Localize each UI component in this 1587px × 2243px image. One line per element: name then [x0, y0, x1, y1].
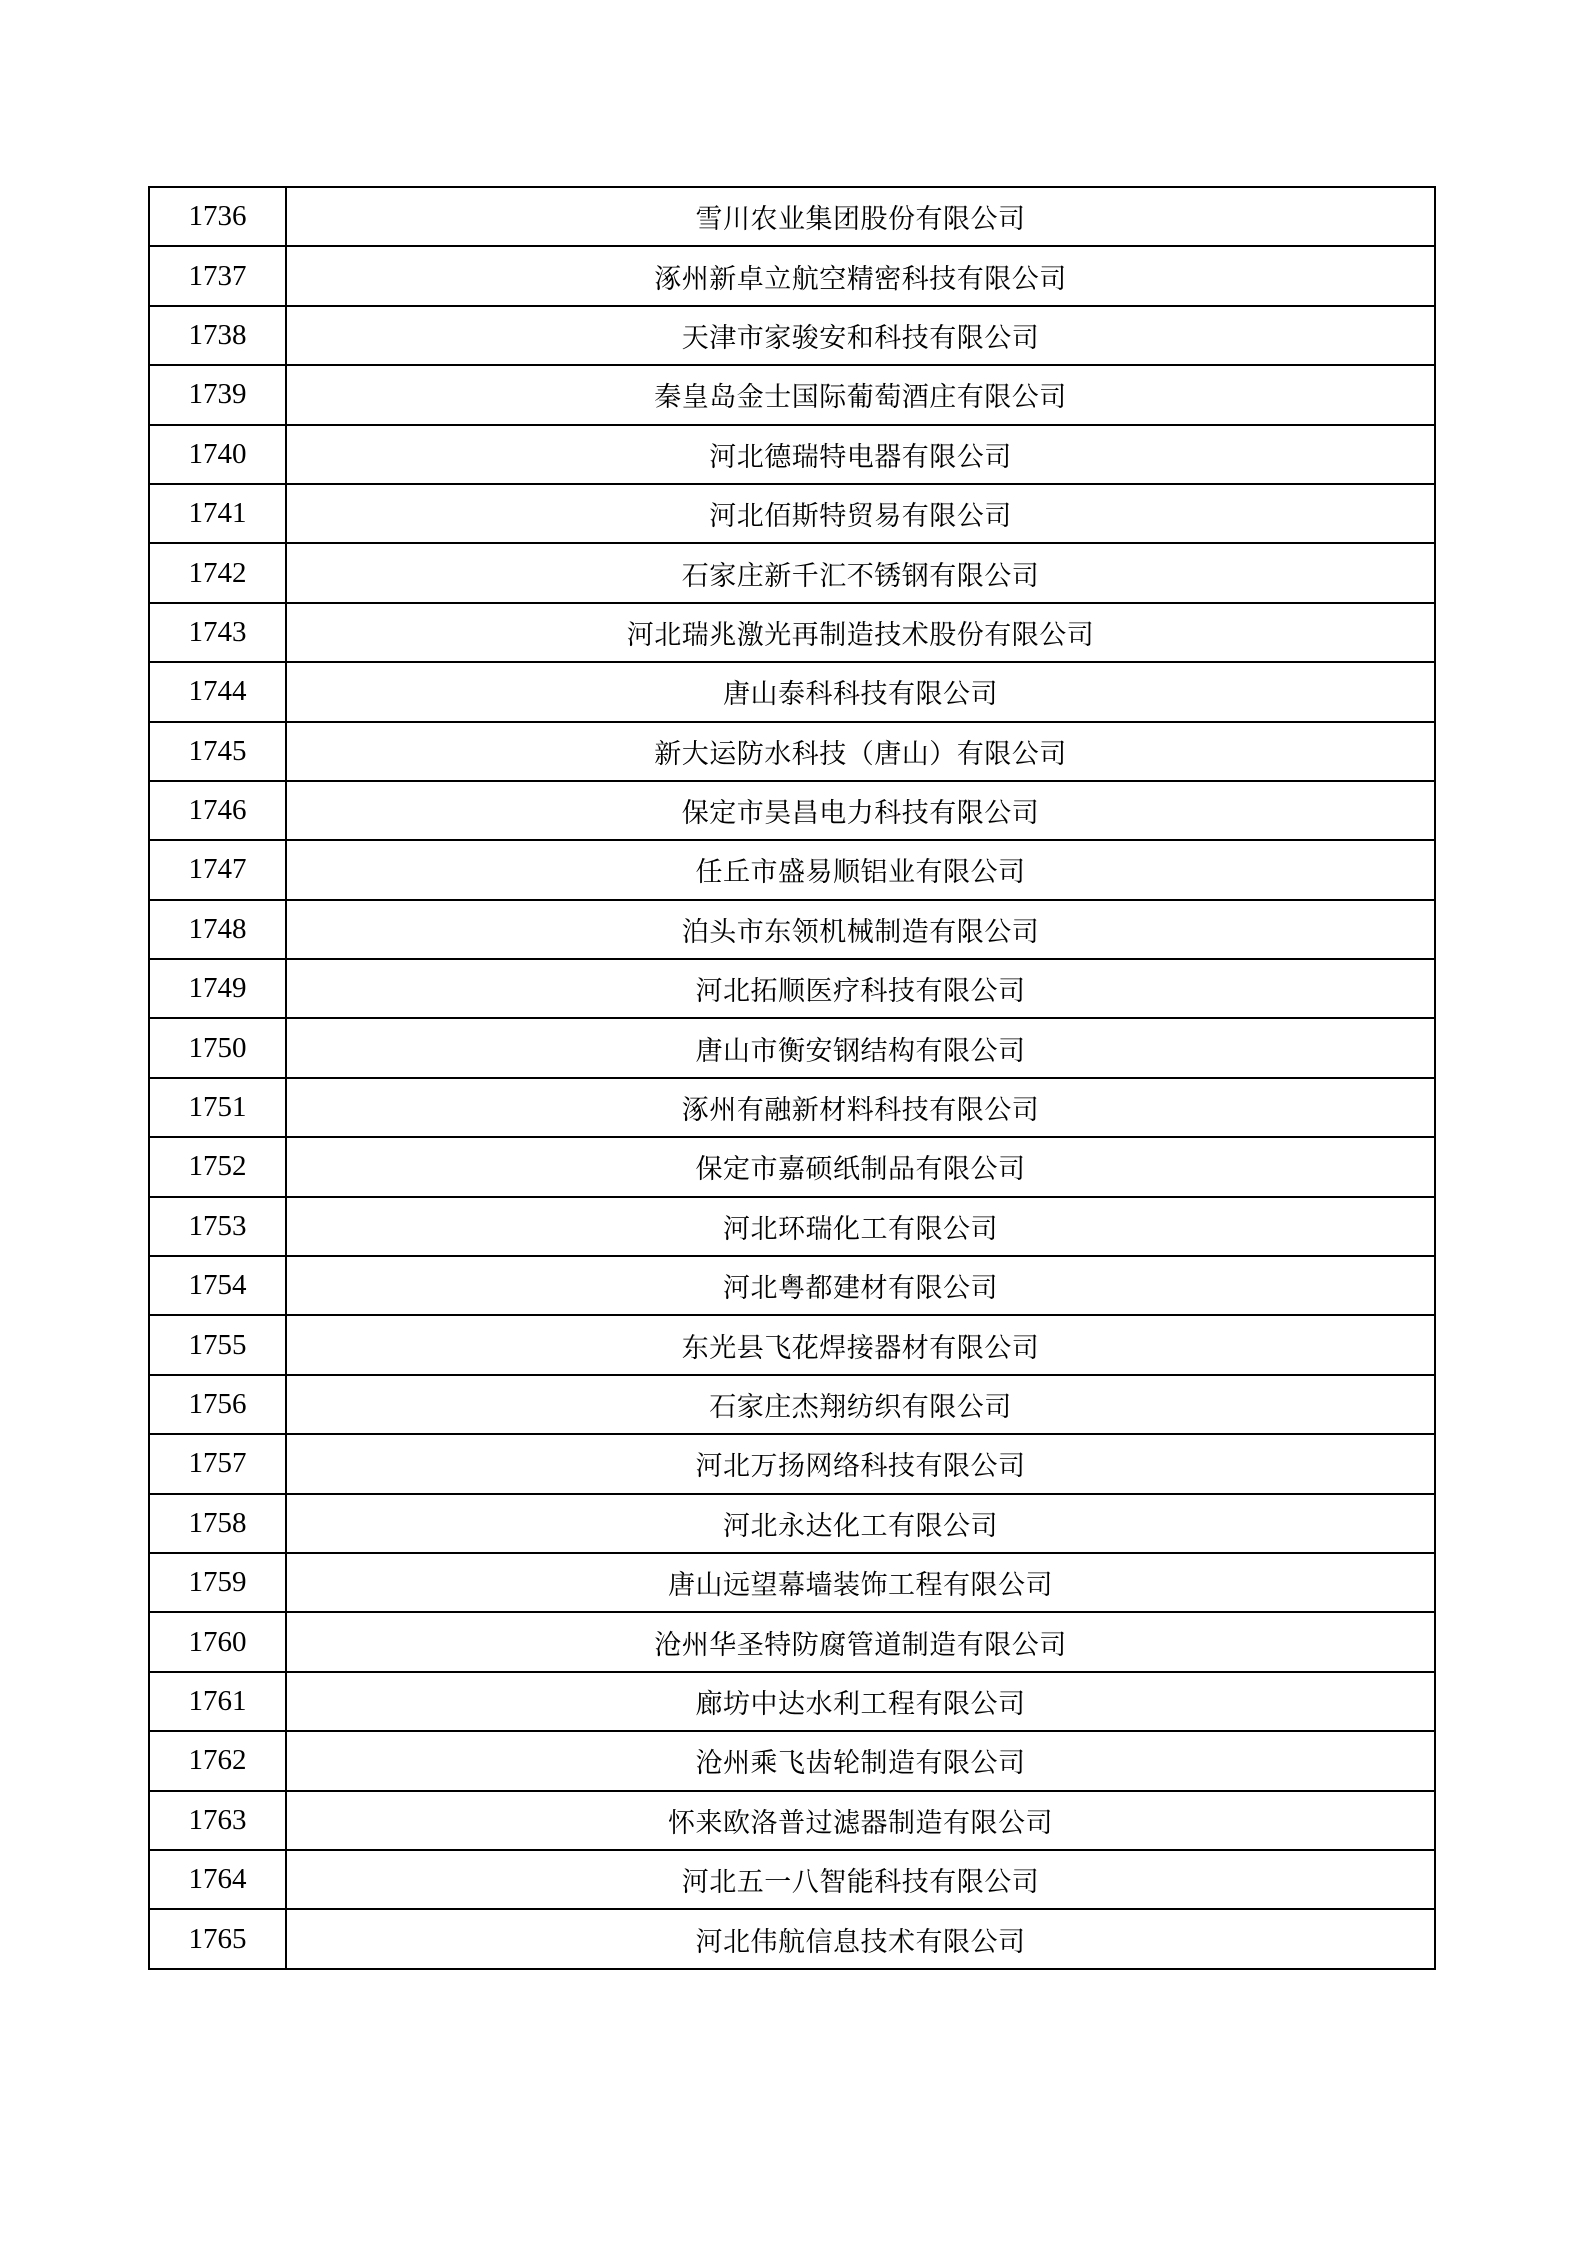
table-row — [149, 781, 1435, 840]
table-row — [149, 1672, 1435, 1731]
row-number: 1746 — [149, 781, 286, 840]
row-number: 1753 — [149, 1197, 286, 1256]
row-number: 1752 — [149, 1137, 286, 1196]
company-name: 沧州乘飞齿轮制造有限公司 — [286, 1731, 1435, 1790]
company-name: 沧州华圣特防腐管道制造有限公司 — [286, 1612, 1435, 1671]
row-number: 1739 — [149, 365, 286, 424]
company-name: 河北德瑞特电器有限公司 — [286, 425, 1435, 484]
company-name: 河北伟航信息技术有限公司 — [286, 1909, 1435, 1968]
row-number: 1754 — [149, 1256, 286, 1315]
table-row — [149, 1256, 1435, 1315]
row-number: 1763 — [149, 1791, 286, 1850]
row-number: 1747 — [149, 840, 286, 899]
company-name: 唐山远望幕墙装饰工程有限公司 — [286, 1553, 1435, 1612]
table-row — [149, 1553, 1435, 1612]
row-number: 1737 — [149, 246, 286, 305]
row-number: 1741 — [149, 484, 286, 543]
table-row — [149, 484, 1435, 543]
table-row — [149, 1018, 1435, 1077]
row-number: 1743 — [149, 603, 286, 662]
table-row — [149, 840, 1435, 899]
company-name: 新大运防水科技（唐山）有限公司 — [286, 722, 1435, 781]
table-row — [149, 187, 1435, 246]
table-row — [149, 1494, 1435, 1553]
row-number: 1750 — [149, 1018, 286, 1077]
table-row — [149, 543, 1435, 602]
row-number: 1758 — [149, 1494, 286, 1553]
row-number: 1760 — [149, 1612, 286, 1671]
table-row — [149, 1078, 1435, 1137]
row-number: 1765 — [149, 1909, 286, 1968]
row-number: 1744 — [149, 662, 286, 721]
row-number: 1748 — [149, 900, 286, 959]
table-row — [149, 1791, 1435, 1850]
table-row — [149, 1315, 1435, 1374]
company-name: 河北佰斯特贸易有限公司 — [286, 484, 1435, 543]
table-row — [149, 662, 1435, 721]
company-name: 秦皇岛金士国际葡萄酒庄有限公司 — [286, 365, 1435, 424]
row-number: 1738 — [149, 306, 286, 365]
table-row — [149, 1850, 1435, 1909]
company-name: 雪川农业集团股份有限公司 — [286, 187, 1435, 246]
table-row — [149, 1612, 1435, 1671]
company-name: 河北环瑞化工有限公司 — [286, 1197, 1435, 1256]
row-number: 1759 — [149, 1553, 286, 1612]
row-number: 1761 — [149, 1672, 286, 1731]
row-number: 1742 — [149, 543, 286, 602]
table-row — [149, 1731, 1435, 1790]
company-name: 泊头市东领机械制造有限公司 — [286, 900, 1435, 959]
row-number: 1762 — [149, 1731, 286, 1790]
company-name: 石家庄杰翔纺织有限公司 — [286, 1375, 1435, 1434]
table-row — [149, 1909, 1435, 1968]
table-row — [149, 1434, 1435, 1493]
table-row — [149, 306, 1435, 365]
row-number: 1751 — [149, 1078, 286, 1137]
table-row — [149, 603, 1435, 662]
table-row — [149, 246, 1435, 305]
company-name: 任丘市盛易顺铝业有限公司 — [286, 840, 1435, 899]
row-number: 1749 — [149, 959, 286, 1018]
table-row — [149, 365, 1435, 424]
company-name: 唐山泰科科技有限公司 — [286, 662, 1435, 721]
row-number: 1745 — [149, 722, 286, 781]
company-name: 保定市嘉硕纸制品有限公司 — [286, 1137, 1435, 1196]
company-name: 东光县飞花焊接器材有限公司 — [286, 1315, 1435, 1374]
table-row — [149, 1197, 1435, 1256]
company-name: 河北瑞兆激光再制造技术股份有限公司 — [286, 603, 1435, 662]
company-list-table — [148, 186, 1436, 1970]
table-row — [149, 900, 1435, 959]
company-name: 天津市家骏安和科技有限公司 — [286, 306, 1435, 365]
row-number: 1764 — [149, 1850, 286, 1909]
row-number: 1757 — [149, 1434, 286, 1493]
row-number: 1755 — [149, 1315, 286, 1374]
row-number: 1756 — [149, 1375, 286, 1434]
company-name: 石家庄新千汇不锈钢有限公司 — [286, 543, 1435, 602]
table-row — [149, 1375, 1435, 1434]
company-name: 河北五一八智能科技有限公司 — [286, 1850, 1435, 1909]
company-name: 河北万扬网络科技有限公司 — [286, 1434, 1435, 1493]
table-row — [149, 425, 1435, 484]
row-number: 1736 — [149, 187, 286, 246]
company-name: 涿州新卓立航空精密科技有限公司 — [286, 246, 1435, 305]
company-name: 河北粤都建材有限公司 — [286, 1256, 1435, 1315]
company-name: 河北拓顺医疗科技有限公司 — [286, 959, 1435, 1018]
company-list-body — [149, 187, 1435, 1969]
company-name: 怀来欧洛普过滤器制造有限公司 — [286, 1791, 1435, 1850]
table-row — [149, 959, 1435, 1018]
row-number: 1740 — [149, 425, 286, 484]
company-name: 涿州有融新材料科技有限公司 — [286, 1078, 1435, 1137]
company-name: 保定市昊昌电力科技有限公司 — [286, 781, 1435, 840]
table-row — [149, 722, 1435, 781]
company-name: 河北永达化工有限公司 — [286, 1494, 1435, 1553]
company-name: 廊坊中达水利工程有限公司 — [286, 1672, 1435, 1731]
table-row — [149, 1137, 1435, 1196]
company-name: 唐山市衡安钢结构有限公司 — [286, 1018, 1435, 1077]
